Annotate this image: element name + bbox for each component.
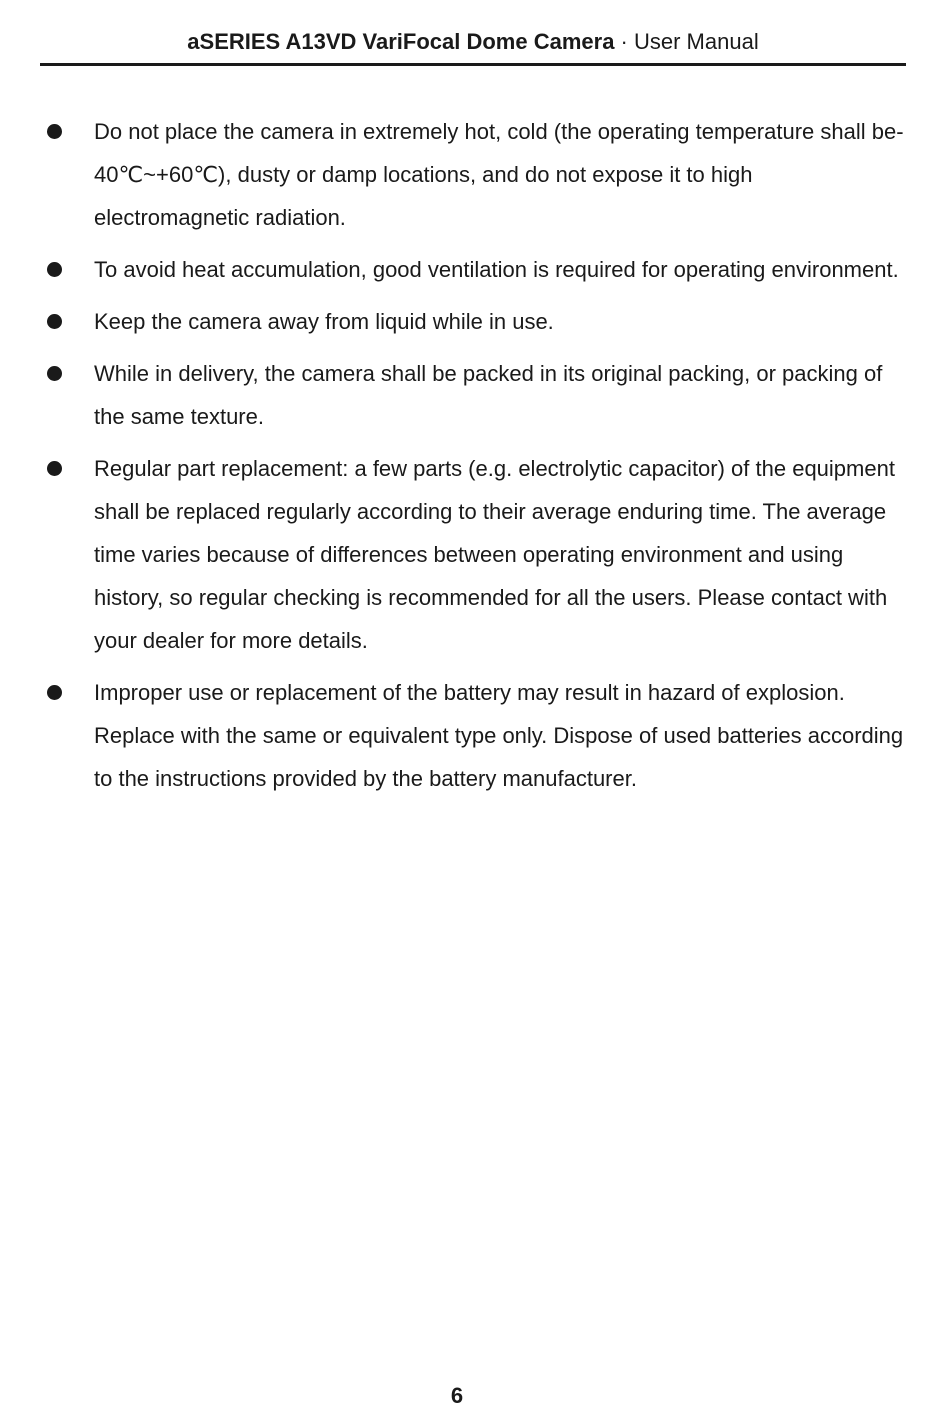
list-item-text: Do not place the camera in extremely hot, cold (the operating temperature shall be-40℃~+60℃), dusty or damp locations, and do not expose it to high electromagnetic radiation. (94, 119, 904, 230)
bullet-icon (47, 366, 62, 381)
list-item-text: While in delivery, the camera shall be packed in its original packing, or packing of the same texture. (94, 361, 883, 429)
manual-title: aSERIES A13VD VariFocal Dome Camera (187, 29, 615, 54)
bullet-icon (47, 314, 62, 329)
page-header (40, 26, 906, 58)
safety-instructions-list (0, 110, 950, 809)
page-number: 6 (450, 1383, 464, 1408)
list-item (0, 352, 950, 438)
list-item (0, 248, 950, 291)
bullet-icon (47, 124, 62, 139)
list-item-text: Keep the camera away from liquid while in use. (94, 309, 554, 334)
list-item (0, 300, 950, 343)
bullet-icon (47, 262, 62, 277)
list-item (0, 110, 950, 239)
list-item-text: To avoid heat accumulation, good ventilation is required for operating environment. (94, 257, 899, 282)
bullet-icon (47, 685, 62, 700)
list-item-text: Improper use or replacement of the battery may result in hazard of explosion. Replace with the same or equivalent type only. Dispose of used batteries according to the instructions provided by the battery manufacturer. (94, 680, 904, 791)
bullet-icon (47, 461, 62, 476)
list-item-text: Regular part replacement: a few parts (e.g. electrolytic capacitor) of the equipment shall be replaced regularly according to their average enduring time. The average time varies because of differences between operating environment and using history, so regular checking is recommended for all the users. Please contact with your dealer for more details. (94, 456, 895, 653)
list-item (0, 671, 950, 800)
list-item (0, 447, 950, 662)
header-separator: · (614, 29, 634, 54)
header-divider (40, 63, 906, 66)
manual-subtitle: User Manual (634, 29, 759, 54)
